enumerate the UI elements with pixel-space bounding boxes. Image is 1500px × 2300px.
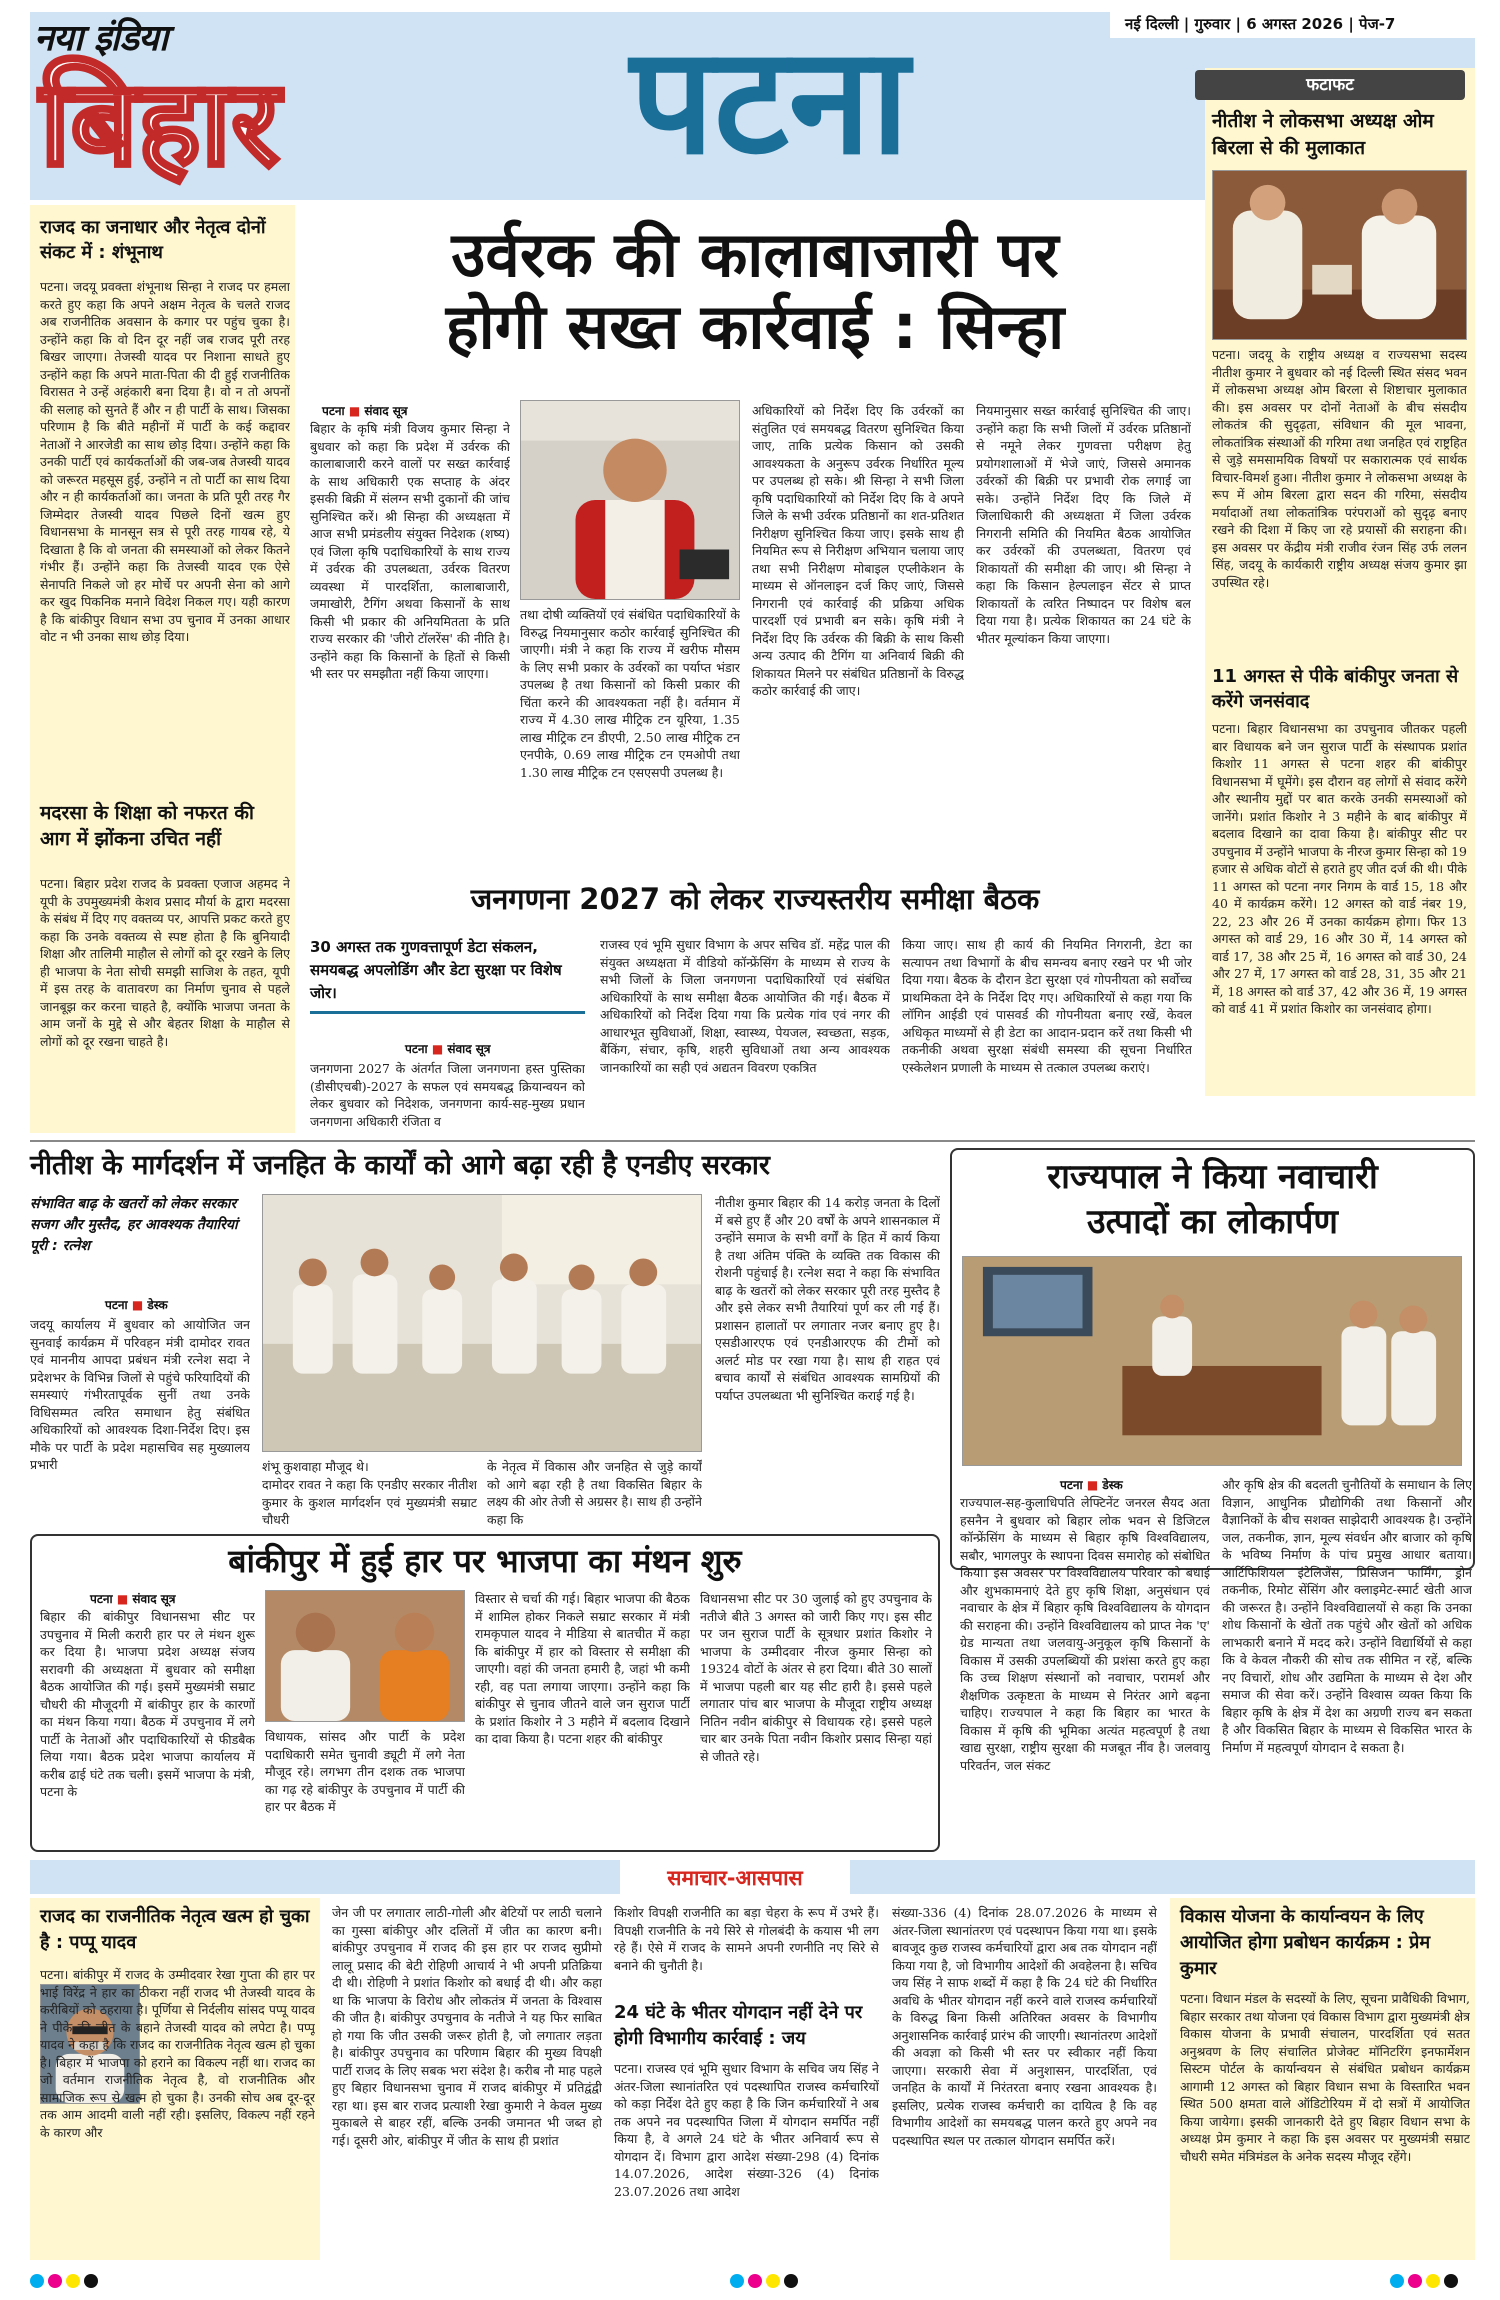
janganana-subhead: 30 अगस्त तक गुणवत्तापूर्ण डेटा संकलन, समयबद्ध अपलोडिंग और डेटा सुरक्षा पर विशेष जोर।: [310, 936, 585, 1014]
fatafat-headline: नीतीश ने लोकसभा अध्यक्ष ओम बिरला से की मुलाकात: [1212, 110, 1434, 159]
governor-byline: पटना ■ डेस्क: [1060, 1478, 1123, 1492]
shambhunath-body: पटना। जदयू प्रवक्ता शंभूनाथ सिन्हा ने राजद पर हमला करते हुए कहा कि अपने अक्षम नेतृत्व के चलते राजद अब राजनीतिक अवसान के कगार पर पहुंच चुका है। उन्होंने कहा कि वो दिन दूर नहीं जब राजद पूरी तरह बिखर जाएगा। तेजस्वी यादव पर निशाना साधते हुए उन्होंने कहा कि अपने माता-पिता की दी हुई राजनीतिक विरासत ने उन्हें अहंकारी बना दिया है। वो न तो अपनों की सलाह को सुनते हैं और न ही पार्टी के साथ। जिसका परिणाम है कि बीते महीनों में पार्टी के कई कद्दावर नेताओं ने आरजेडी का साथ छोड़ दिया। उन्होंने कहा कि उनकी पार्टी एवं कार्यकर्ताओं की जब-जब तेजस्वी यादव को जरूरत महसूस हुई, उन्होंने न तो पार्टी का साथ दिया और न ही कार्यकर्ताओं का। जनता के प्रति पूरी तरह गैर जिम्मेदार तेजस्वी यादव पिछले दिनों खत्म हुए विधानसभा के मानसून सत्र से पूरी तरह गायब रहे, ये दिखाता है कि वो जनता की समस्याओं को लेकर कितने गंभीर हैं। उन्होंने कहा कि तेजस्वी यादव एक ऐसे सेनापति निकले जो हर मोर्चे पर अपनी सेना को आगे कर खुद पिकनिक मनाने विदेश निकल गए। यही कारण है कि बांकीपुर विधान सभा उप चुनाव में उनका आधार वोट न भी उनका साथ छोड़ दिया।: [40, 279, 290, 644]
brand-patna: पटना: [630, 15, 910, 187]
pappu-body: पटना। बांकीपुर में राजद के उम्मीदवार रेखा गुप्ता की हार पर भाई विरेंद्र ने हार का ठीकरा नहीं राजद भी तेजस्वी यादव के करीबियों को ठहराया है। पूर्णिया से निर्दलीय सांसद पप्पू यादव ने पीके की जीत के बहाने तेजस्वी यादव को लपेटा है। पप्पू यादव ने कहा है कि राजद का राजनीतिक नेतृत्व खत्म हो चुका है। बिहार में भाजपा को हराने का विकल्प नहीं था। राजद का जो वर्तमान राजनीतिक नेतृत्व है, वो राजनीतिक और सामाजिक रूप से खत्म हो चुका है। उनकी सोच अब दूर-दूर तक आम आदमी वाली नहीं रही। इसलिए, विकल्प नहीं रहने के कारण और: [40, 1967, 315, 2140]
bjp-headline: बांकीपुर में हुई हार पर भाजपा का मंथन शुरु: [228, 1542, 742, 1580]
janganana-col2: राजस्व एवं भूमि सुधार विभाग के अपर सचिव डॉ. महेंद्र पाल की संयुक्त अध्यक्षता में वीडियो कॉन्फ्रेंसिंग के माध्यम से राज्य के सभी जिलों के जिला जनगणना पदाधिकारियों एवं संबंधित अधिकारियों के साथ समीक्षा बैठक आयोजित की गई। बैठक में अधिकारियों को निर्देश दिया गया कि प्रत्येक गांव एवं नगर की आधारभूत सुविधाओं, शिक्षा, स्वास्थ्य, पेयजल, स्वच्छता, सड़क, बैंकिंग, संचार, कृषि, शहरी सुविधाओं तथा अन्य आवश्यक जानकारियों का सही एवं अद्यतन विवरण एकत्रित: [600, 937, 890, 1075]
brand-top: नया इंडिया: [34, 18, 168, 59]
byline-city: पटना: [1060, 1478, 1083, 1492]
bjp-photo-caption: विधायक, सांसद और पार्टी के प्रदेश पदाधिकारी समेत चुनावी ड्यूटी में लगे नेता मौजूद रहे। लगभग तीन दशक तक भाजपा का गढ़ रहे बांकीपुर के उपचुनाव में पार्टी की हार पर बैठक में: [265, 1729, 465, 1814]
byline-city: पटना: [405, 1042, 428, 1056]
main-col3: अधिकारियों को निर्देश दिए कि उर्वरकों का संतुलित एवं समयबद्ध वितरण सुनिश्चित किया जाए, ताकि प्रत्येक किसान को उसकी आवश्यकता के अनुरूप उर्वरक निर्धारित मूल्य पर उपलब्ध हो सके। श्री सिन्हा ने सभी जिला कृषि पदाधिकारियों को निर्देश दिए कि वे अपने जिले के सभी उर्वरक प्रतिष्ठानों का शत-प्रतिशत निरीक्षण सुनिश्चित किया जाए। इसके साथ ही नियमित रूप से निरीक्षण अभियान चलाया जाए तथा सभी निरीक्षण मोबाइल एप्लीकेशन के माध्यम से ऑनलाइन दर्ज किए जाएं, जिससे निगरानी एवं कार्रवाई की प्रक्रिया अधिक पारदर्शी एवं प्रभावी बन सके। कृषि मंत्री ने निर्देश दिए कि उर्वरक की बिक्री के साथ किसी अन्य उत्पाद की टैगिंग या अनिवार्य बिक्री की शिकायत मिलने पर संबंधित प्रतिष्ठानों के विरुद्ध कठोर कार्रवाई की जाए।: [752, 403, 964, 698]
fatafat-label: फटाफट: [1306, 75, 1354, 95]
governor-headline-line1: राज्यपाल ने किया नवाचारी: [1047, 1157, 1378, 1197]
prem-headline: विकास योजना के कार्यान्वयन के लिए आयोजित होगा प्रबोधन कार्यक्रम : प्रेम कुमार: [1180, 1906, 1431, 1979]
byline-source: डेस्क: [147, 1298, 168, 1312]
nda-byline: पटना ■ डेस्क: [105, 1298, 168, 1312]
madrasa-body: पटना। बिहार प्रदेश राजद के प्रवक्ता एजाज अहमद ने यूपी के उपमुख्यमंत्री केशव प्रसाद मौर्या के द्वारा मदरसा के संबंध में दिए गए वक्तव्य पर, आपत्ति प्रकट करते हुए कहा कि उनके वक्तव्य से स्पष्ट होता है कि बुनियादी शिक्षा और तालिमी माहौल से लोगों को दूर रखने के लिए ही भाजपा के नेता सोची समझी साजिश के तहत, यूपी में इस तरह के वातावरण का निर्माण चुनाव से पहले जानबूझ कर करना चाहते है, क्योंकि भाजपा जनता के आम जनों के मुद्दे से और बेहतर शिक्षा के माहौल से लोगों को दूर रखना चाहते है।: [40, 876, 290, 1049]
shambhunath-headline: राजद का जनाधार और नेतृत्व दोनों संकट में : शंभूनाथ: [40, 217, 266, 263]
janganana-col3: किया जाए। साथ ही कार्य की नियमित निगरानी, डेटा का सत्यापन तथा विभागों के बीच समन्वय बनाए रखने पर भी जोर दिया गया। बैठक के दौरान डेटा सुरक्षा एवं गोपनीयता को सर्वोच्च प्राथमिकता देने के निर्देश दिए गए। अधिकारियों से कहा गया कि लॉगिन आईडी एवं पासवर्ड की गोपनीयता बनाए रखें, केवल अधिकृत माध्यमों से ही डेटा का आदान-प्रदान करें तथा किसी भी तकनीकी अथवा सुरक्षा संबंधी समस्या की सूचना निर्धारित एस्केलेशन प्रणाली के माध्यम से तत्काल उपलब्ध कराएं।: [902, 937, 1192, 1075]
madrasa-headline: मदरसा के शिक्षा को नफरत की आग में झोंकना उचित नहीं: [40, 802, 254, 850]
bjp-col1: बिहार की बांकीपुर विधानसभा सीट पर उपचुनाव में मिली करारी हार पर ले मंथन शुरू कर दिया है। भाजपा प्रदेश अध्यक्ष संजय सरावगी की अध्यक्षता में बुधवार को समीक्षा बैठक आयोजित की गई। इसमें मुख्यमंत्री सम्राट चौधरी की मौजूदगी में बांकीपुर हार के कारणों का मंथन किया गया। बैठक में उपचुनाव में लगे पार्टी के नेताओं और पदाधिकारियों से फीडबैक लिया गया। बैठक प्रदेश भाजपा कार्यालय में करीब ढाई घंटे तक चली। इसमें भाजपा के मंत्री, पटना के: [40, 1609, 255, 1799]
bjp-col3: विधानसभा सीट पर 30 जुलाई को हुए उपचुनाव के नतीजे बीते 3 अगस्त को जारी किए गए। इस सीट पर जन सुराज पार्टी के सूत्रधार प्रशांत किशोर ने भाजपा के उम्मीदवार नीरज कुमार सिन्हा को 19324 वोटों के अंतर से हरा दिया। बीते 30 सालों में भाजपा पहली बार यह सीट हारी है। इससे पहले लगातार पांच बार भाजपा के मौजूदा राष्ट्रीय अध्यक्ष नितिन नवीन बांकीपुर से विधायक रहे। इससे पहले चार बार उनके पिता नवीन किशोर प्रसाद सिन्हा यहां से जीतते रहे।: [700, 1591, 932, 1764]
nda-col2b: के नेतृत्व में विकास और जनहित से जुड़े कार्यों को आगे बढ़ा रही है तथा विकसित बिहार के लक्ष्य की ओर तेजी से अग्रसर है। साथ ही उन्होंने कहा कि: [487, 1459, 702, 1527]
byline-city: पटना: [90, 1592, 113, 1606]
nda-col2: दामोदर रावत ने कहा कि एनडीए सरकार नीतीश कुमार के कुशल मार्गदर्शन एवं मुख्यमंत्री सम्राट चौधरी: [262, 1477, 477, 1527]
main-col1: बिहार के कृषि मंत्री विजय कुमार सिन्हा ने बुधवार को कहा कि प्रदेश में उर्वरक की कालाबाजारी करने वालों पर सख्त कार्रवाई के साथ अधिकारी एक सप्ताह के अंदर इसकी बिक्री में संलग्न सभी दुकानों की जांच सुनिश्चित करें। श्री सिन्हा की अध्यक्षता में आज सभी प्रमंडलीय संयुक्त निदेशक (शष्य) एवं जिला कृषि पदाधिकारियों के साथ राज्य में उर्वरक की उपलब्धता, उर्वरक वितरण व्यवस्था में पारदर्शिता, कालाबाजारी, जमाखोरी, टैगिंग अथवा किसानों के साथ किसी भी प्रकार की अनियमितता के प्रति राज्य सरकार की 'जीरो टॉलरेंस' की नीति है। उन्होंने कहा कि किसानों के हितों से किसी भी स्तर पर समझौता नहीं किया जाएगा।: [310, 421, 510, 681]
main-byline: पटना ■ संवाद सूत्र: [322, 404, 408, 418]
pappu-col2: जेन जी पर लगातार लाठी-गोली और बेटियों पर लाठी चलाने का गुस्सा बांकीपुर और दलितों में जीत का कारण बनी। बांकीपुर उपचुनाव में राजद की इस हार पर राजद सुप्रीमो लालू प्रसाद की बेटी रोहिणी आचार्य ने भी अपनी प्रतिक्रिया दी थी। रोहिणी ने प्रशांत किशोर को बधाई दी थी। और कहा था कि भाजपा के विरोध और लोकतंत्र में जनता के विश्वास की जीत है। बांकीपुर उपचुनाव के नतीजे ने यह फिर साबित हो गया कि जीत उसकी जरूर होती है, जो लगातार लड़ता है। बांकीपुर उपचुनाव का परिणाम बिहार की मुख्य विपक्षी पार्टी राजद के लिए सबक भरा संदेश है। करीब नौ माह पहले हुए बिहार विधानसभा चुनाव में राजद बांकीपुर में प्रतिद्वंद्वी रहा था। इस बार राजद प्रत्याशी रेखा कुमारी ने केवल मुख्य मुकाबले से बाहर रहीं, बल्कि उनकी जमानत भी जब्त हो गई। दूसरी ओर, बांकीपुर में जीत के साथ ही प्रशांत: [332, 1905, 602, 2148]
bjp-leaders-photo: [265, 1590, 465, 1722]
bjp-col2: विस्तार से चर्चा की गई। बिहार भाजपा की बैठक में शामिल होकर निकले सम्राट सरकार में मंत्री रामकृपाल यादव ने मीडिया से बातचीत में कहा कि बांकीपुर में हार को विस्तार से समीक्षा की जाएगी। वहां की जनता हमारी है, जहां भी कमी रही, वह पता लगाया जाएगा। उन्होंने कहा कि बांकीपुर से चुनाव जीतने वाले जन सुराज पार्टी के प्रशांत किशोर ने 3 महीने में बदलाव दिखाने का दावा किया है। पटना शहर की बांकीपुर: [475, 1591, 690, 1746]
governor-col2: और कृषि क्षेत्र की बदलती चुनौतियों के समाधान के लिए विज्ञान, आधुनिक प्रौद्योगिकी तथा किसानों और वैज्ञानिकों के बीच सशक्त साझेदारी आवश्यक है। उन्होंने जल, तकनीक, ज्ञान, मूल्य संवर्धन और बाजार को कृषि के भविष्य निर्माण के पांच प्रमुख आधार बताया। आर्टिफिशियल इंटेलिजेंस, प्रिसिजन फार्मिंग, ड्रोन तकनीक, रिमोट सेंसिंग और क्लाइमेट-स्मार्ट खेती आज की जरूरत है। उन्होंने विश्वविद्यालयों से कहा कि उनका शोध किसानों के खेतों तक पहुंचे और खेतों को अधिक लाभकारी बनाने में मदद करे। उन्होंने विद्यार्थियों से कहा कि वे केवल नौकरी की सोच तक सीमित न रहें, बल्कि नए विचारों, शोध और उद्यमिता के माध्यम से देश और समाज की सेवा करें। उन्होंने विश्वास व्यक्त किया कि बिहार कृषि के क्षेत्र में देश का अग्रणी राज्य बन सकता है और विकसित बिहार के माध्यम से विकसित भारत के निर्माण में महत्वपूर्ण योगदान दे सकता है।: [1222, 1477, 1472, 1755]
vibhagiya-intro: किशोर विपक्षी राजनीति का बड़ा चेहरा के रूप में उभरे हैं। विपक्षी राजनीति के नये सिरे से गोलबंदी के कयास भी लग रहे हैं। ऐसे में राजद के सामने अपनी रणनीति नए सिरे से बनाने की चुनौती है।: [614, 1905, 879, 1973]
vibhagiya-headline: 24 घंटे के भीतर योगदान नहीं देने पर होगी विभागीय कार्रवाई : जय: [614, 2002, 863, 2049]
divider: [30, 1140, 1475, 1142]
byline-city: पटना: [105, 1298, 128, 1312]
byline-source: संवाद सूत्र: [132, 1592, 176, 1606]
vibhagiya-col4: संख्या-336 (4) दिनांक 28.07.2026 के माध्यम से अंतर-जिला स्थानांतरण एवं पदस्थापन किया गया था। इसके बावजूद कुछ राजस्व कर्मचारियों द्वारा अब तक योगदान नहीं किया गया है, जो विभागीय आदेशों की अवहेलना है। सचिव जय सिंह ने साफ शब्दों में कहा है कि 24 घंटे की निर्धारित अवधि के भीतर योगदान नहीं करने वाले राजस्व कर्मचारियों के विरुद्ध बिना किसी अतिरिक्त अवसर के विभागीय अनुशासनिक कार्रवाई प्रारंभ की जाएगी। स्थानांतरण आदेशों की अवज्ञा को किसी भी स्तर पर स्वीकार नहीं किया जाएगा। सरकारी सेवा में अनुशासन, पारदर्शिता, एवं जनहित के कार्यों में निरंतरता बनाए रखना आवश्यक है। इसलिए, प्रत्येक राजस्व कर्मचारी का दायित्व है कि वह विभागीय आदेशों का समयबद्ध पालन करते हुए अपने नव पदस्थापित स्थल पर तत्काल योगदान समर्पित करें।: [892, 1905, 1157, 2148]
bankipur-jansamvad-body: पटना। बिहार विधानसभा का उपचुनाव जीतकर पहली बार विधायक बने जन सुराज पार्टी के संस्थापक प्रशांत किशोर 11 अगस्त से पटना शहर की बांकीपुर विधानसभा में घूमेंगे। इस दौरान वह लोगों से संवाद करेंगे और स्थानीय मुद्दों पर बात करके उनकी समस्याओं को जानेंगे। प्रशांत किशोर ने 3 महीने के बाद बांकीपुर में बदलाव दिखाने का दावा किया है। बांकीपुर सीट पर उपचुनाव में उन्होंने भाजपा के नीरज कुमार सिन्हा को 19 हजार से अधिक वोटों से हराते हुए जीत दर्ज की थी। पीके 11 अगस्त को पटना नगर निगम के वार्ड 15, 18 और 40 में कार्यक्रम करेंगे। 12 अगस्त को वार्ड नंबर 19, 22, 23 और 26 में उनका कार्यक्रम होगा। फिर 13 अगस्त को वार्ड 29, 16 और 30 में, 14 अगस्त को वार्ड 17, 38 और 25 में, 16 अगस्त को वार्ड 30, 24 और 27 में, 17 अगस्त को वार्ड 28, 31, 35 और 21 में, 18 अगस्त को वार्ड 37, 42 और 36 में, 19 अगस्त को वार्ड 41 में प्रशांत किशोर का जनसंवाद होगा।: [1212, 721, 1467, 1016]
byline-source: संवाद सूत्र: [364, 404, 408, 418]
governor-photo: [962, 1256, 1462, 1466]
nda-col1: जदयू कार्यालय में बुधवार को आयोजित जन सुनवाई कार्यक्रम में परिवहन मंत्री दामोदर रावत एवं माननीय आपदा प्रबंधन मंत्री रत्नेश सदा ने प्रदेशभर के विभिन्न जिलों से पहुंचे फरियादियों की समस्याएं गंभीरतापूर्वक सुनीं तथा उनके विधिसम्मत त्वरित समाधान हेतु संबंधित अधिकारियों को आवश्यक दिशा-निर्देश दिए। इस मौके पर पार्टी के प्रदेश महासचिव सह मुख्यालय प्रभारी: [30, 1317, 250, 1472]
byline-source: संवाद सूत्र: [447, 1042, 491, 1056]
bjp-byline: पटना ■ संवाद सूत्र: [90, 1592, 176, 1606]
byline-city: पटना: [322, 404, 345, 418]
governor-col1: राज्यपाल-सह-कुलाधिपति लेफ्टिनेंट जनरल सैयद अता हसनैन ने बुधवार को बिहार लोक भवन से डिजिटल कॉन्फ्रेंसिंग के माध्यम से बिहार कृषि विश्वविद्यालय, सबौर, भागलपुर के स्थापना दिवस समारोह को संबोधित किया। इस अवसर पर विश्वविद्यालय परिवार को बधाई और शुभकामनाएं देते हुए कृषि शिक्षा, अनुसंधान एवं नवाचार के क्षेत्र में बिहार कृषि विश्वविद्यालय के योगदान की सराहना की। उन्होंने विश्वविद्यालय को प्राप्त नेक 'ए' ग्रेड मान्यता तथा जलवायु-अनुकूल कृषि किसानों के विकास में उसकी उपलब्धियों की प्रशंसा करते हुए कहा कि उच्च शिक्षण संस्थानों को नवाचार, परामर्श और शैक्षणिक उत्कृष्टता के माध्यम से निरंतर आगे बढ़ना चाहिए। राज्यपाल ने कहा कि बिहार का भारत के विकास में कृषि की भूमिका अत्यंत महत्वपूर्ण है तथा खाद्य सुरक्षा, राष्ट्रीय सुरक्षा की मजबूत नींव है। जलवायु परिवर्तन, जल संकट: [960, 1495, 1210, 1773]
fatafat-body: पटना। जदयू के राष्ट्रीय अध्यक्ष व राज्यसभा सदस्य नीतीश कुमार ने बुधवार को नई दिल्ली स्थित संसद भवन में लोकसभा अध्यक्ष ओम बिरला से शिष्टाचार मुलाकात की। इस अवसर पर दोनों नेताओं के बीच संसदीय लोकतंत्र की सुदृढ़ता, संविधान की मूल भावना, लोकतांत्रिक संस्थाओं की गरिमा तथा जनहित एवं राष्ट्रहित से जुड़े समसामयिक विषयों पर सकारात्मक एवं सार्थक विचार-विमर्श हुआ। नीतीश कुमार ने लोकसभा अध्यक्ष के रूप में ओम बिरला द्वारा सदन की गरिमा, संसदीय मर्यादाओं तथा लोकतांत्रिक परंपराओं को सुदृढ़ बनाए रखने की दिशा में किए जा रहे प्रयासों की सराहना की। इस अवसर पर केंद्रीय मंत्री राजीव रंजन सिंह उर्फ ललन सिंह, जदयू के कार्यकारी राष्ट्रीय अध्यक्ष संजय कुमार झा उपस्थित रहे।: [1212, 347, 1467, 590]
pappu-headline: राजद का राजनीतिक नेतृत्व खत्म हो चुका है : पप्पू यादव: [40, 1906, 310, 1953]
prem-body: पटना। विधान मंडल के सदस्यों के लिए, सूचना प्रावैधिकी विभाग, बिहार सरकार तथा योजना एवं विकास विभाग द्वारा मुख्यमंत्री क्षेत्र विकास योजना के प्रभावी संचालन, पारदर्शिता एवं सतत अनुश्रवण के लिए संचालित प्रोजेक्ट मॉनिटरिंग इनफार्मेशन सिस्टम पोर्टल के कार्यान्वयन से संबंधित प्रबोधन कार्यक्रम आगामी 12 अगस्त को बिहार विधान सभा के विस्तारित भवन स्थित 500 क्षमता वाले ऑडिटोरियम में दो सत्रों में आयोजित किया जायेगा। इसकी जानकारी देते हुए बिहार विधान सभा के अध्यक्ष प्रेम कुमार ने कहा कि इस अवसर पर मुख्यमंत्री सम्राट चौधरी समेत मंत्रिमंडल के अनेक सदस्य मौजूद रहेंगे।: [1180, 1991, 1470, 2164]
nda-headline: नीतीश के मार्गदर्शन में जनहित के कार्यों को आगे बढ़ा रही है एनडीए सरकार: [30, 1150, 770, 1181]
janganana-headline: जनगणना 2027 को लेकर राज्यस्तरीय समीक्षा बैठक: [470, 882, 1040, 916]
samachar-label: समाचार-आसपास: [667, 1866, 803, 1890]
bankipur-jansamvad-headline: 11 अगस्त से पीके बांकीपुर जनता से करेंगे जनसंवाद: [1212, 666, 1459, 712]
nitish-birla-photo: [1212, 170, 1467, 340]
janganana-col1: जनगणना 2027 के अंतर्गत जिला जनगणना हस्त पुस्तिका (डीसीएचबी)-2027 के सफल एवं समयबद्ध क्रियान्वयन को लेकर बुधवार को निदेशक, जनगणना कार्य-सह-मुख्य प्रधान जनगणना अधिकारी रंजिता व: [310, 1061, 585, 1129]
nda-col3: नीतीश कुमार बिहार की 14 करोड़ जनता के दिलों में बसे हुए हैं और 20 वर्षों के अपने शासनकाल में उन्होंने समाज के सभी वर्गों के हित में कार्य किया है तथा अंतिम पंक्ति के व्यक्ति तक विकास की रोशनी पहुंचाई है। रत्नेश सदा ने कहा कि संभावित बाढ़ के खतरों को लेकर सरकार पूरी तरह मुस्तैद है और इसे लेकर सभी तैयारियां पूर्ण कर ली गई हैं। प्रशासन हालातों पर लगातार नजर बनाए हुए है। एसडीआरएफ एवं एनडीआरएफ की टीमों को अलर्ट मोड पर रखा गया है। साथ ही राहत एवं बचाव कार्यों से संबंधित आवश्यक सामग्रियों की पर्याप्त उपलब्धता भी सुनिश्चित कराई गई है।: [715, 1195, 940, 1403]
janganana-byline: पटना ■ संवाद सूत्र: [405, 1042, 491, 1056]
main-col2: तथा दोषी व्यक्तियों एवं संबंधित पदाधिकारियों के विरुद्ध नियमानुसार कठोर कार्रवाई सुनिश्चित की जाएगी। मंत्री ने कहा कि राज्य में खरीफ मौसम के लिए सभी प्रकार के उर्वरकों का पर्याप्त भंडार उपलब्ध है तथा किसानों को किसी प्रकार की चिंता करने की आवश्यकता नहीं है। वर्तमान में राज्य में 4.30 लाख मीट्रिक टन यूरिया, 1.35 लाख मीट्रिक टन डीएपी, 2.50 लाख मीट्रिक टन एनपीके, 0.69 लाख मीट्रिक टन एमओपी तथा 1.30 लाख मीट्रिक टन एसएसपी उपलब्ध है।: [520, 607, 740, 780]
governor-headline-line2: उत्पादों का लोकार्पण: [1086, 1202, 1339, 1242]
nda-subhead: संभावित बाढ़ के खतरों को लेकर सरकार सजग और मुस्तैद, हर आवश्यक तैयारियां पूरी : रत्नेश: [30, 1196, 238, 1254]
dateline: नई दिल्ली | गुरुवार | 6 अगस्त 2026 | पेज-7: [1125, 15, 1396, 33]
registration-marks: [30, 2272, 1475, 2290]
vibhagiya-body: पटना। राजस्व एवं भूमि सुधार विभाग के सचिव जय सिंह ने अंतर-जिला स्थानांतरित एवं पदस्थापित राजस्व कर्मचारियों को कड़ा निर्देश देते हुए कहा है कि जिन कर्मचारियों ने अब तक अपने नव पदस्थापित जिला में योगदान समर्पित नहीं किया है, वे अगले 24 घंटे के भीतर अनिवार्य रूप से योगदान दें। विभाग द्वारा आदेश संख्या-298 (4) दिनांक 14.07.2026, आदेश संख्या-326 (4) दिनांक 23.07.2026 तथा आदेश: [614, 2061, 879, 2199]
jansunwai-photo: [262, 1194, 702, 1452]
brand-bihar: बिहार: [40, 54, 280, 192]
sinha-photo: [520, 400, 740, 600]
main-col4: नियमानुसार सख्त कार्रवाई सुनिश्चित की जाए। उन्होंने कहा कि सभी जिलों में उर्वरक प्रतिष्ठानों से नमूने लेकर गुणवत्ता परीक्षण हेतु प्रयोगशालाओं में भेजे जाएं, जिससे अमानक उर्वरकों की बिक्री पर प्रभावी रोक लगाई जा सके। उन्होंने निर्देश दिए कि जिले में जिलाधिकारी की अध्यक्षता में जिला उर्वरक निगरानी समिति की नियमित बैठक आयोजित कर उर्वरकों की उपलब्धता, वितरण एवं शिकायतों की समीक्षा की जाए। श्री सिन्हा ने कहा कि किसान हेल्पलाइन सेंटर से प्राप्त शिकायतों के त्वरित निष्पादन पर विशेष बल दिया गया है। प्रत्येक शिकायत का 24 घंटे के भीतर मूल्यांकन किया जाएगा।: [976, 403, 1191, 646]
main-headline-line1: उर्वरक की कालाबाजारी पर: [451, 218, 1059, 291]
byline-source: डेस्क: [1102, 1478, 1123, 1492]
nda-photo-caption-left: शंभू कुशवाहा मौजूद थे।: [262, 1459, 369, 1474]
main-headline-line2: होगी सख्त कार्रवाई : सिन्हा: [445, 290, 1065, 363]
